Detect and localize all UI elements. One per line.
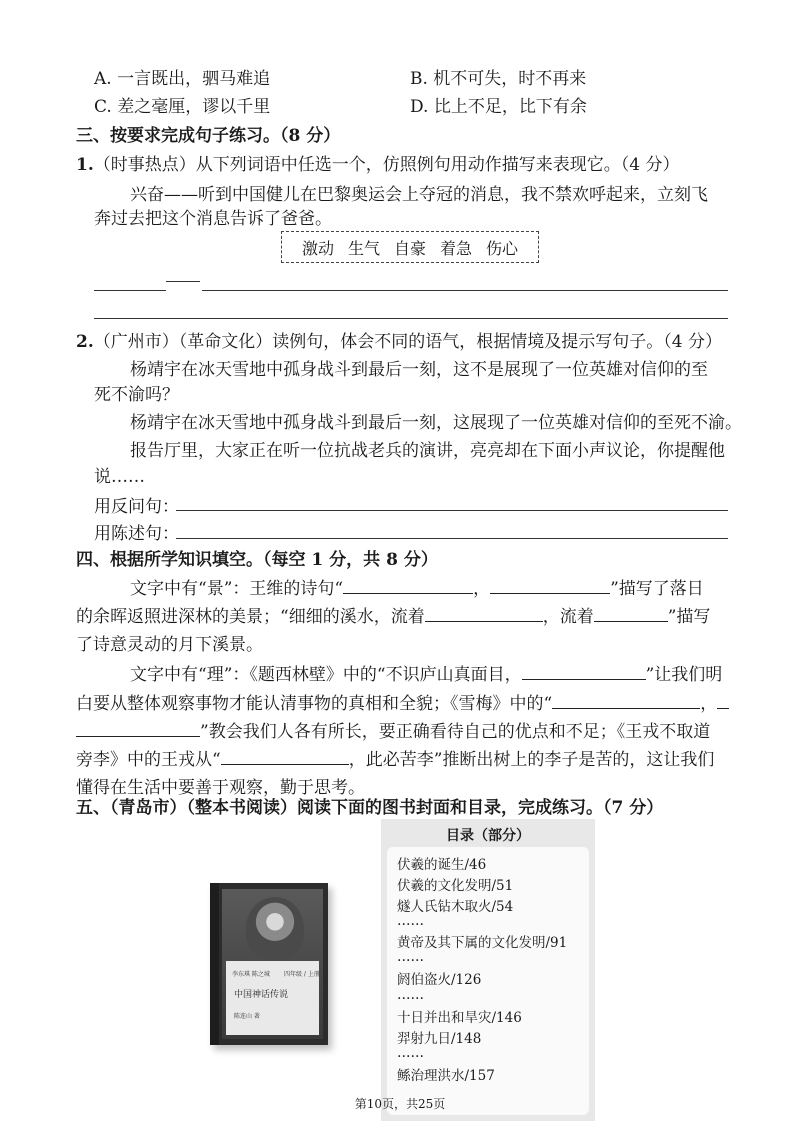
- q1-number: 1.: [76, 155, 94, 175]
- word-choice-box: [281, 231, 539, 263]
- option-a: A. 一言既出，驷马难追: [94, 69, 271, 89]
- s4-p1-line3: 了诗意灵动的月下溪景。: [76, 635, 263, 655]
- stream-blank-1[interactable]: [425, 605, 543, 622]
- page-footer: 第10页，共25页: [354, 1097, 446, 1111]
- toc-item: 鲧治理洪水/157: [397, 1068, 495, 1084]
- book-title: 中国神话传说: [234, 990, 289, 1000]
- option-b: B. 机不可失，时不再来: [410, 69, 587, 89]
- q1-line: [76, 150, 679, 175]
- option-c: C. 差之毫厘，谬以千里: [94, 97, 271, 117]
- text-segment: 文字中有“景”：王维的诗句“: [130, 579, 344, 599]
- declarative-answer-line[interactable]: [176, 538, 728, 539]
- text-segment: 文字中有“理”：《题西林壁》中的“不识庐山真面目，: [130, 665, 522, 685]
- xuemei-blank-2[interactable]: [76, 720, 200, 737]
- text-segment: ，流着: [542, 607, 594, 627]
- table-of-contents: [381, 819, 595, 1121]
- text-segment: ，此必苦李”推断出树上的李子是苦的，这让我们: [348, 750, 715, 770]
- text-segment: 白要从整体观察事物才能认清事物的真相和全貌；《雪梅》中的“: [76, 694, 553, 714]
- q2-example1-line1: 杨靖宇在冰天雪地中孤身战斗到最后一刻，这不是展现了一位英雄对信仰的至: [130, 360, 708, 380]
- word-option: 着急: [440, 238, 473, 258]
- option-d: D. 比上不足，比下有余: [410, 97, 587, 117]
- xuemei-blank-1[interactable]: [552, 692, 700, 709]
- q1-example-line2: 奔过去把这个消息告诉了爸爸。: [94, 209, 332, 229]
- rhetorical-answer-line[interactable]: [176, 510, 728, 511]
- s4-p1-line1: [130, 574, 704, 599]
- section3-heading: 三、按要求完成句子练习。（8 分）: [76, 126, 341, 146]
- book-series-left: 李东琪 陈之城: [232, 971, 270, 978]
- book-cover: [210, 883, 328, 1045]
- q2-example2: 杨靖宇在冰天雪地中孤身战斗到最后一刻，这展现了一位英雄对信仰的至死不渝。: [130, 413, 742, 433]
- book-cover-lower-panel: [226, 961, 319, 1035]
- q1-word-answer-line[interactable]: [94, 290, 166, 291]
- wangrong-blank[interactable]: [221, 748, 349, 765]
- toc-item: 黄帝及其下属的文化发明/91: [397, 935, 568, 951]
- xuemei-blank-2-start[interactable]: [717, 692, 729, 709]
- q2-line: [76, 327, 722, 352]
- toc-ellipsis: ……: [397, 1045, 424, 1061]
- s4-p2-line4: [76, 745, 714, 770]
- q2-example1-line2: 死不渝吗？: [94, 385, 179, 405]
- s4-p2-line1: [130, 660, 722, 685]
- word-option: 伤心: [486, 238, 519, 258]
- q1-answer-line2[interactable]: [94, 318, 728, 319]
- section4-heading: 四、根据所学知识填空。（每空 1 分，共 8 分）: [76, 550, 438, 570]
- mythical-figure-illustration: [246, 897, 304, 959]
- book-cover-front: [222, 889, 323, 1039]
- text-segment: ，: [700, 694, 718, 714]
- toc-ellipsis: ……: [397, 949, 424, 965]
- s4-p2-line2: [76, 689, 729, 714]
- q2-situation-line2: 说……: [94, 467, 145, 487]
- toc-item: 伏羲的诞生/46: [397, 857, 487, 873]
- toc-item: 燧人氏钻木取火/54: [397, 899, 514, 915]
- toc-ellipsis: ……: [397, 987, 424, 1003]
- word-option: 自豪: [393, 238, 426, 258]
- s4-p1-line2: [76, 602, 710, 627]
- q1-answer-line1[interactable]: [202, 290, 728, 291]
- text-segment: 旁李》中的王戎从“: [76, 750, 221, 770]
- q2-text: （广州市）（革命文化）读例句，体会不同的语气，根据情境及提示写句子。（4 分）: [93, 332, 722, 352]
- section5-heading: 五、（青岛市）（整本书阅读）阅读下面的图书封面和目录，完成练习。（7 分）: [76, 798, 664, 818]
- s4-p2-line3: [76, 717, 710, 742]
- q1-text: （时事热点）从下列词语中任选一个，仿照例句用动作描写来表现它。（4 分）: [93, 155, 680, 175]
- toc-item: 十日并出和旱灾/146: [397, 1010, 522, 1026]
- q2-situation-line1: 报告厅里，大家正在听一位抗战老兵的演讲，亮亮却在下面小声议论，你提醒他: [130, 441, 725, 461]
- text-segment: 的余晖返照进深林的美景；“细细的溪水，流着: [76, 607, 425, 627]
- stream-blank-2[interactable]: [594, 605, 668, 622]
- text-segment: ”描写了落日: [610, 579, 704, 599]
- rhetorical-question-label: 用反问句：: [94, 497, 179, 517]
- toc-item: 羿射九日/148: [397, 1031, 482, 1047]
- toc-item: 伏羲的文化发明/51: [397, 878, 514, 894]
- poem-blank-1[interactable]: [343, 577, 473, 594]
- word-option: 生气: [347, 238, 380, 258]
- poem-blank-2[interactable]: [490, 577, 610, 594]
- toc-title: 目录（部分）: [446, 828, 530, 844]
- book-author: 陈连山 著: [234, 1013, 260, 1020]
- book-series-right: 四年级 / 上册: [284, 971, 320, 978]
- text-segment: ”描写: [667, 607, 711, 627]
- lushan-blank[interactable]: [522, 663, 646, 680]
- text-segment: ”让我们明: [645, 665, 723, 685]
- toc-item: 阏伯盗火/126: [397, 972, 482, 988]
- toc-list: [387, 847, 589, 1115]
- q1-example-line1: 兴奋——听到中国健儿在巴黎奥运会上夺冠的消息，我不禁欢呼起来，立刻飞: [130, 185, 708, 205]
- text-segment: ，: [473, 579, 491, 599]
- q1-dash-line: [166, 281, 200, 282]
- q2-number: 2.: [76, 332, 94, 352]
- text-segment: ”教会我们人各有所长，要正确看待自己的优点和不足；《王戎不取道: [200, 722, 711, 742]
- declarative-label: 用陈述句：: [94, 524, 179, 544]
- toc-ellipsis: ……: [397, 913, 424, 929]
- word-option: 激动: [301, 238, 334, 258]
- s4-p2-line5: 懂得在生活中要善于观察，勤于思考。: [76, 778, 365, 798]
